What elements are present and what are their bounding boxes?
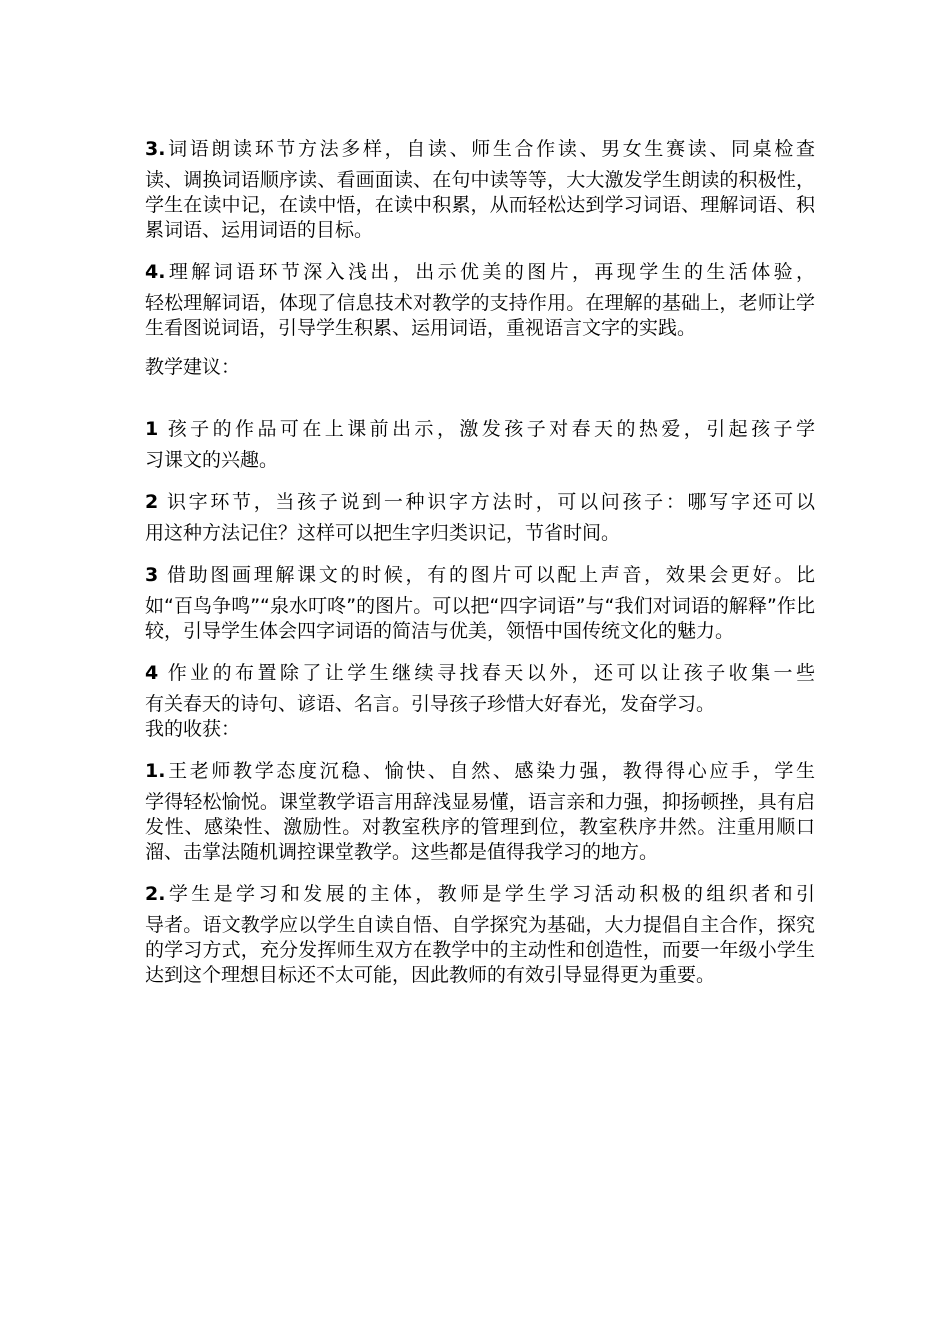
paragraph-continuation: 学得轻松愉悦。课堂教学语言用辞浅显易懂，语言亲和力强，抑扬顿挫，具有启发性、感染性、激励性。对教室秩序的管理到位，教室秩序井然。注重用顺口溜、击掌法随机调控课堂教学。这些都是值得我学习的地方。 — [145, 791, 815, 863]
paragraph-continuation: 用这种方法记住？这样可以把生字归类识记，节省时间。 — [145, 522, 621, 544]
paragraph-number: 2. — [145, 883, 166, 905]
paragraph-first-line — [145, 556, 815, 594]
paragraph-first-line — [145, 752, 815, 790]
paragraph-text: 识字环节，当孩子说到一种识字方法时，可以问孩子：哪写字还可以 — [166, 491, 815, 513]
paragraph-number: 4 — [145, 662, 159, 684]
paragraph-continuation: 习课文的兴趣。 — [145, 449, 279, 471]
paragraph-continuation: 如“百鸟争鸣”“泉水叮咚”的图片。可以把“四字词语”与“我们对词语的解释”作比较，引导学生体会四字词语的简洁与优美，领悟中国传统文化的魅力。 — [145, 595, 815, 642]
paragraph-number: 1. — [145, 760, 166, 782]
gain-1 — [145, 752, 815, 865]
paragraph-continuation: 轻松理解词语，体现了信息技术对教学的支持作用。在理解的基础上，老师让学生看图说词语，引导学生积累、运用词语，重视语言文字的实践。 — [145, 292, 815, 339]
paragraph-number: 2 — [145, 491, 159, 513]
paragraph-text: 词语朗读环节方法多样，自读、师生合作读、男女生赛读、同桌检查 — [165, 138, 815, 160]
paragraph-text: 学生是学习和发展的主体，教师是学生学习活动积极的组织者和引 — [165, 883, 815, 905]
paragraph-first-line — [145, 483, 815, 521]
paragraph-number: 4. — [145, 261, 166, 283]
suggestion-2 — [145, 483, 815, 546]
paragraph-text: 理解词语环节深入浅出，出示优美的图片，再现学生的生活体验， — [165, 261, 815, 283]
paragraph-text: 借助图画理解课文的时候，有的图片可以配上声音，效果会更好。比 — [166, 564, 815, 586]
paragraph-text: 孩子的作品可在上课前出示，激发孩子对春天的热爱，引起孩子学 — [167, 418, 815, 440]
paragraph-continuation: 有关春天的诗句、谚语、名言。引导孩子珍惜大好春光，发奋学习。 — [145, 693, 716, 715]
suggestion-4 — [145, 654, 815, 717]
paragraph-continuation: 导者。语文教学应以学生自读自悟、自学探究为基础，大力提倡自主合作，探究的学习方式，充分发挥师生双方在教学中的主动性和创造性，而要一年级小学生达到这个理想目标还不太可能，因此教师的有效引导显得更为重要。 — [145, 914, 815, 986]
paragraph-number: 1 — [145, 418, 159, 440]
paragraph-number: 3 — [145, 564, 159, 586]
gains-heading: 我的收获： — [145, 718, 241, 740]
paragraph-4 — [145, 253, 815, 341]
paragraph-3 — [145, 130, 815, 243]
suggestions-heading: 教学建议： — [145, 356, 241, 378]
paragraph-first-line — [145, 410, 815, 448]
paragraph-number: 3. — [145, 138, 166, 160]
suggestion-1 — [145, 410, 815, 473]
paragraph-first-line — [145, 130, 815, 168]
paragraph-text: 作业的布置除了让学生继续寻找春天以外，还可以让孩子收集一些 — [167, 662, 815, 684]
paragraph-text: 王老师教学态度沉稳、愉快、自然、感染力强，教得得心应手，学生 — [165, 760, 815, 782]
paragraph-first-line — [145, 253, 815, 291]
gain-2 — [145, 875, 815, 988]
paragraph-continuation: 读、调换词语顺序读、看画面读、在句中读等等，大大激发学生朗读的积极性，学生在读中记，在读中悟，在读中积累，从而轻松达到学习词语、理解词语、积累词语、运用词语的目标。 — [145, 169, 815, 241]
paragraph-first-line — [145, 654, 815, 692]
suggestion-3 — [145, 556, 815, 644]
paragraph-first-line — [145, 875, 815, 913]
document-page — [145, 130, 815, 988]
